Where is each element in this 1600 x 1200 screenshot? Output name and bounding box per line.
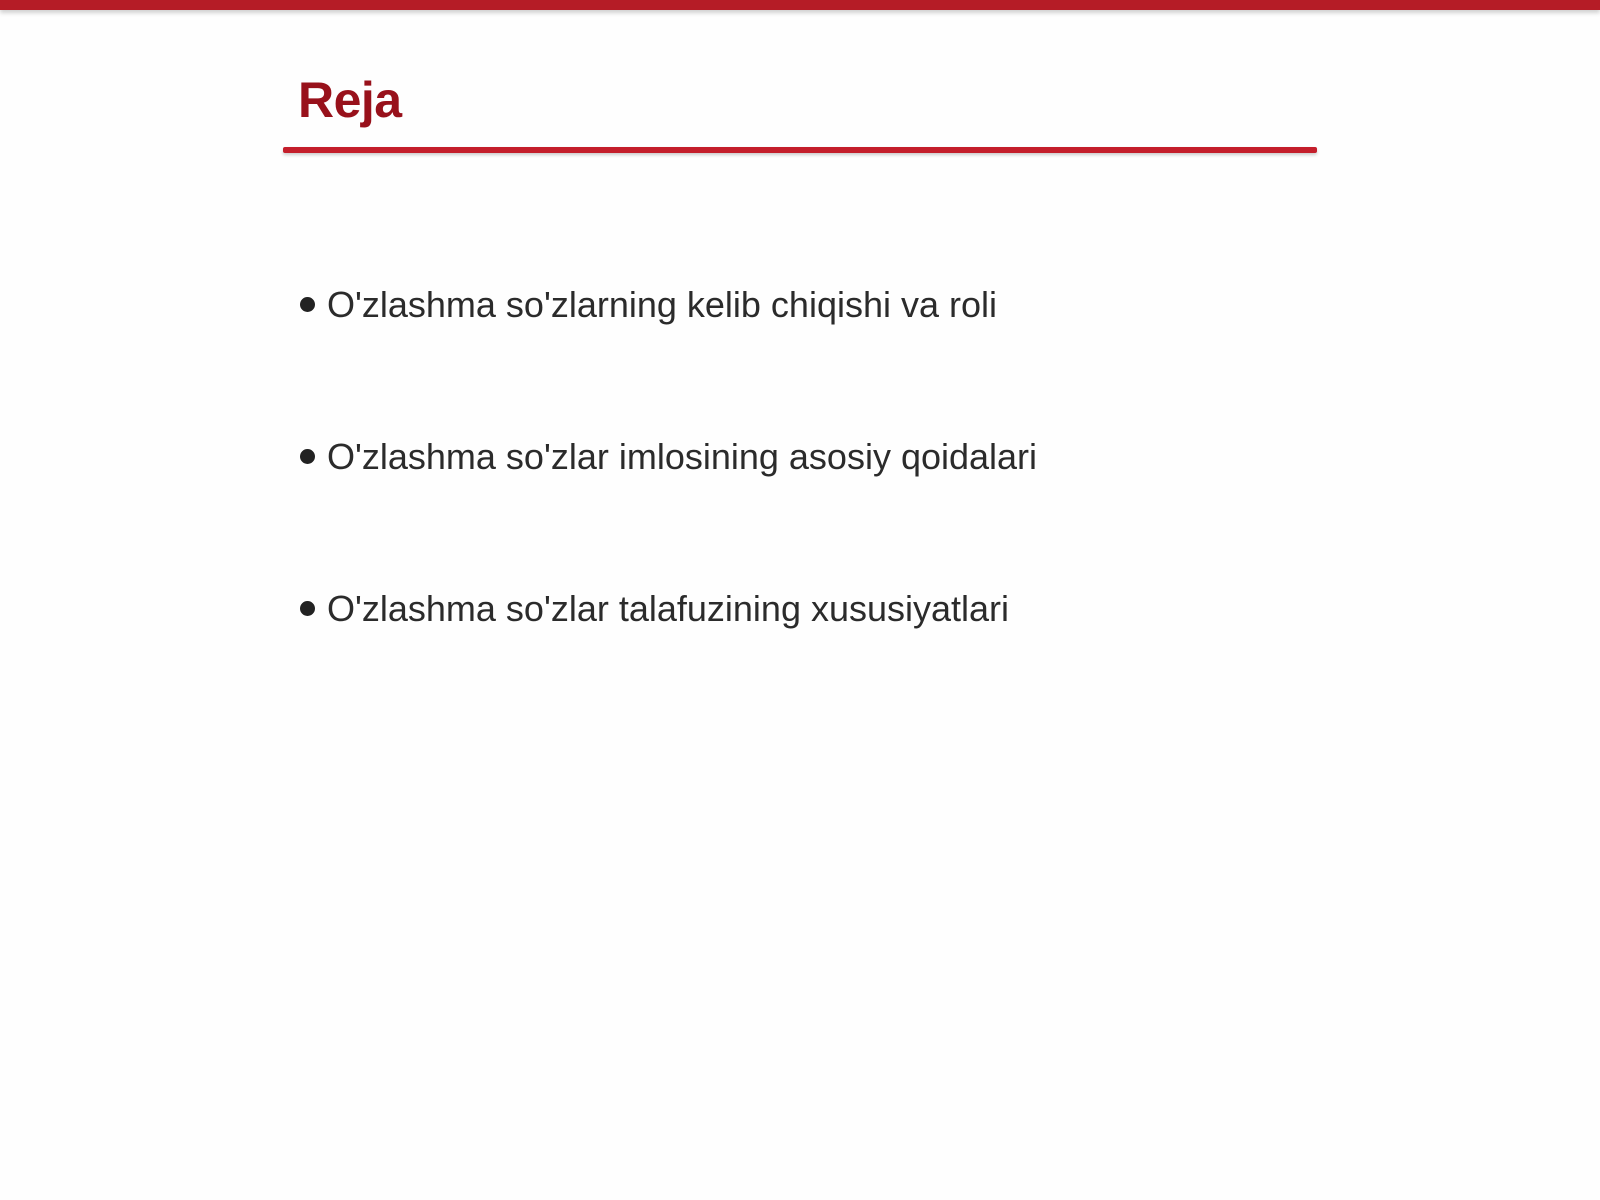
bullet-text: O'zlashma so'zlar talafuzining xususiyatlari bbox=[327, 588, 1010, 629]
bullet-text: O'zlashma so'zlar imlosining asosiy qoidalari bbox=[327, 436, 1038, 477]
top-accent-bar bbox=[0, 0, 1600, 10]
bullet-dot-icon bbox=[300, 601, 315, 616]
bullet-dot-icon bbox=[300, 297, 315, 312]
bullet-text: O'zlashma so'zlarning kelib chiqishi va roli bbox=[327, 284, 998, 325]
slide-title: Reja bbox=[298, 72, 402, 128]
bullet-item-spelling bbox=[300, 435, 1037, 479]
bullet-dot-icon bbox=[300, 449, 315, 464]
bullet-item-origin bbox=[300, 283, 997, 327]
title-underline bbox=[283, 147, 1317, 153]
bullet-item-pronunciation bbox=[300, 587, 1009, 631]
